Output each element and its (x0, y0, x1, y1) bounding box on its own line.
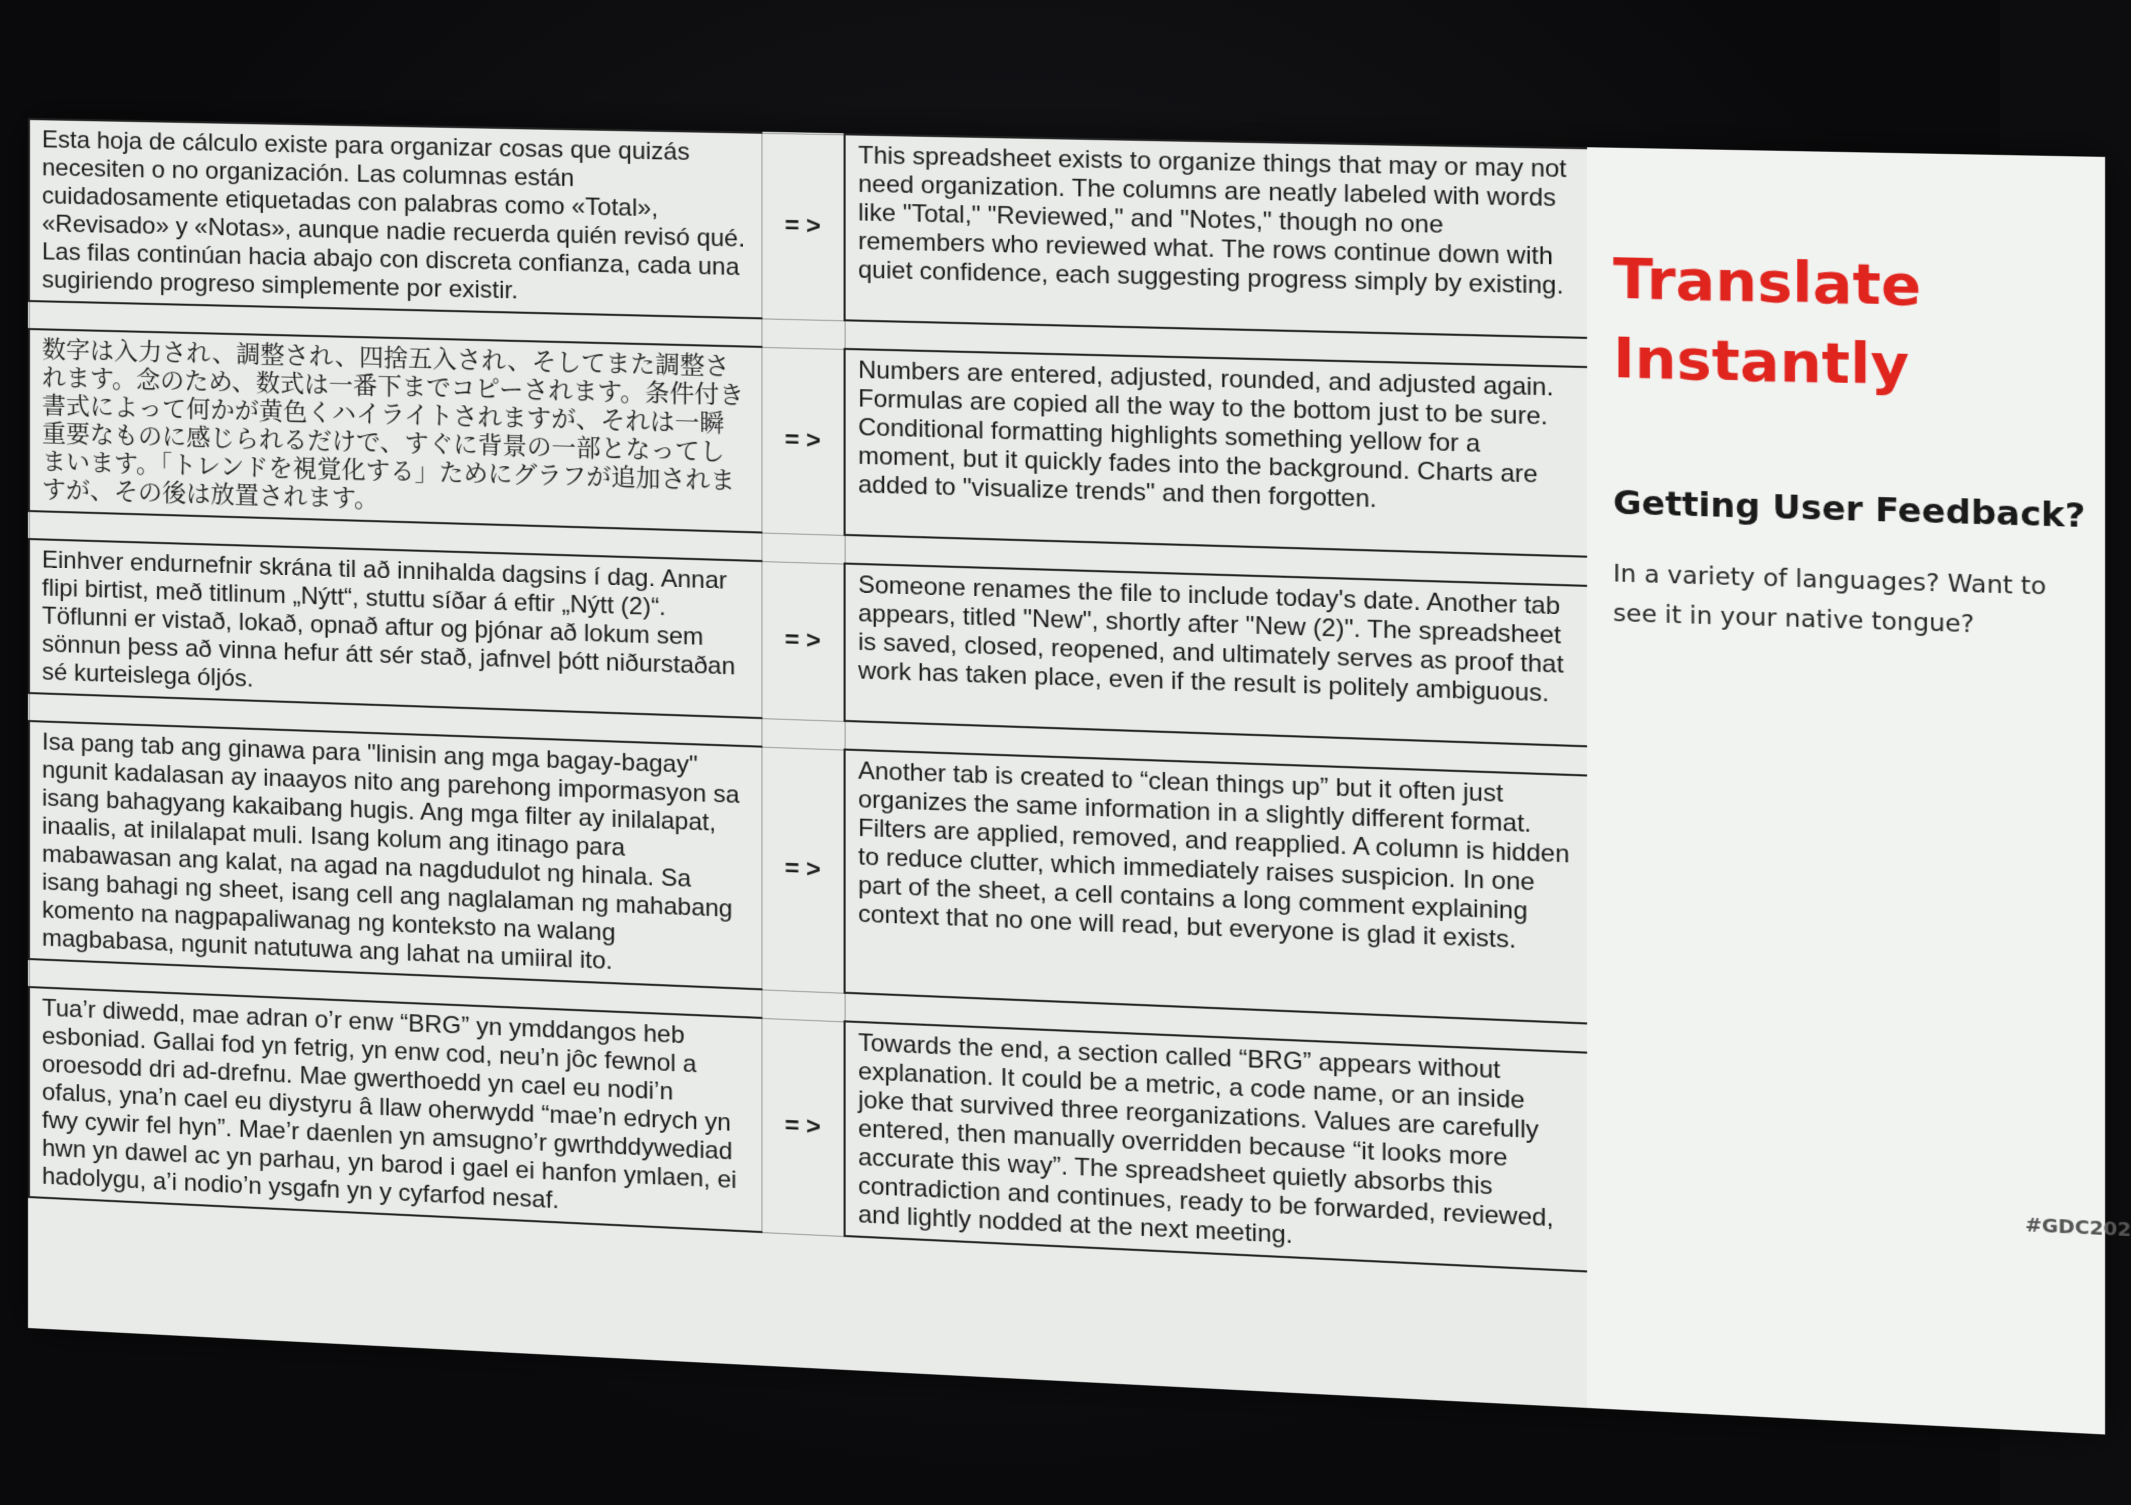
spreadsheet (28, 118, 1589, 1408)
translation-table (28, 118, 1589, 1273)
slide-subtitle: Getting User Feedback? (1613, 482, 2086, 536)
translation-cell[interactable]: Towards the end, a section called “BRG” appears without explanation. It could be a metric, a code name, or an inside joke that survived three reorganizations. Values are carefully entered, then manually overridden because “it looks more accurate this way”. The spreadsheet quietly absorbs this contradiction and continues, ready to be forwarded, reviewed, and lightly nodded at the next meeting. (845, 1021, 1589, 1271)
empty-cell[interactable] (761, 989, 844, 1021)
source-cell[interactable]: Einhver endurnefnir skrána til að innihalda dagsins í dag. Annar flipi birtist, með titlinum „Nýtt“, stuttu síðar á eftir „Nýtt (2)“. Töflunni er vistað, lokað, opnað aftur og þjónar að lokum sem sönnun þess að vinna hefur átt sér stað, jafnvel þótt niðurstaðan sé kurteislega óljós. (29, 539, 761, 718)
translation-cell[interactable]: Another tab is created to “clean things up” but it often just organizes the same information in a slightly different format. Filters are applied, removed, and reapplied. A column is hidden to reduce clutter, which immediately raises suspicion. In one part of the sheet, a cell contains a long comment explaining context that no one will read, but everyone is glad it exists. (845, 750, 1589, 1024)
projection-screen (28, 118, 2131, 1435)
arrow-cell[interactable]: = > (761, 1018, 844, 1236)
arrow-cell[interactable]: = > (761, 347, 844, 535)
arrow-cell[interactable]: = > (761, 561, 844, 721)
arrow-cell[interactable]: = > (761, 133, 844, 321)
empty-cell[interactable] (761, 718, 844, 749)
source-cell[interactable]: 数字は入力され、調整され、四捨五入され、そしてまた調整されます。念のため、数式は一番下までコピーされます。条件付き書式によって何かが黄色くハイライトされますが、それは一瞬重要なものに感じられるだけで、すぐに背景の一部となってしまいます。「トレンドを視覚化する」ためにグラフが追加されますが、その後は放置されます。 (29, 329, 761, 532)
source-cell[interactable]: Isa pang tab ang ginawa para "linisin ang mga bagay-bagay" ngunit kadalasan ay inaayos nito ang parehong impormasyon sa isang bahagyang kakaibang hugis. Ang mga filter ay inilalapat, inaalis, at inilalapat muli. Isang kolum ang itinago para mabawasan ang kalat, na agad na nagdudulot ng hinala. Sa isang bahagi ng sheet, isang cell ang naglalaman ng mahabang komento na nagpapaliwanag ng konteksto na walang magbabasa, ngunit natutuwa ang lahat na umiiral ito. (29, 721, 761, 989)
translation-cell[interactable]: Someone renames the file to include today's date. Another tab appears, titled "New", shortly after "New (2)". The spreadsheet is saved, closed, reopened, and ultimately serves as proof that work has taken place, even if the result is politely ambiguous. (845, 564, 1589, 747)
translation-cell[interactable]: This spreadsheet exists to organize things that may or may not need organization. The columns are neatly labeled with words like "Total," "Reviewed," and "Notes," though no one remembers who reviewed what. The rows continue down with quiet confidence, each suggesting progress simply by existing. (845, 134, 1589, 338)
translation-cell[interactable]: Numbers are entered, adjusted, rounded, and adjusted again. Formulas are copied all the way to the bottom just to be sure. Conditional formatting highlights something yellow for a moment, but it quickly fades into the background. Charts are added to "visualize trends" and then forgotten. (845, 349, 1589, 557)
arrow-cell[interactable]: = > (761, 747, 844, 993)
empty-cell[interactable] (761, 318, 844, 349)
slide-title: Translate Instantly (1613, 245, 1922, 399)
empty-cell[interactable] (761, 532, 844, 563)
slide-text-panel (1587, 147, 2131, 1434)
source-cell[interactable]: Esta hoja de cálculo existe para organizar cosas que quizás necesiten o no organización. Las columnas están cuidadosamente etiquetadas con palabras como «Total», «Revisado» y «Notas», aunque nadie recuerda quién revisó qué. Las filas continúan hacia abajo con discreta confianza, cada una sugiriendo progreso simplemente por existir. (29, 119, 761, 318)
event-hashtag: #GDC202 (2025, 1214, 2131, 1242)
table-row (29, 119, 1588, 338)
slide-body: In a variety of languages? Want to see it in your native tongue? (1613, 560, 2047, 639)
source-cell[interactable]: Tua’r diwedd, mae adran o’r enw “BRG” yn ymddangos heb esboniad. Gallai fod yn fetrig, yn enw cod, neu’n jôc fewnol a oroesodd dri ad-drefnu. Mae gwerthoedd yn cael eu nodi’n ofalus, yna’n cael eu diystyru â llaw oherwydd “mae’n edrych yn fwy cywir fel hyn”. Mae’r daenlen yn amsugno’r gwrthddywediad hwn yn dawel ac yn parhau, yn barod i gael ei hanfon ymlaen, ei hadolygu, a’i nodio’n ysgafn yn y cyfarfod nesaf. (29, 987, 761, 1232)
